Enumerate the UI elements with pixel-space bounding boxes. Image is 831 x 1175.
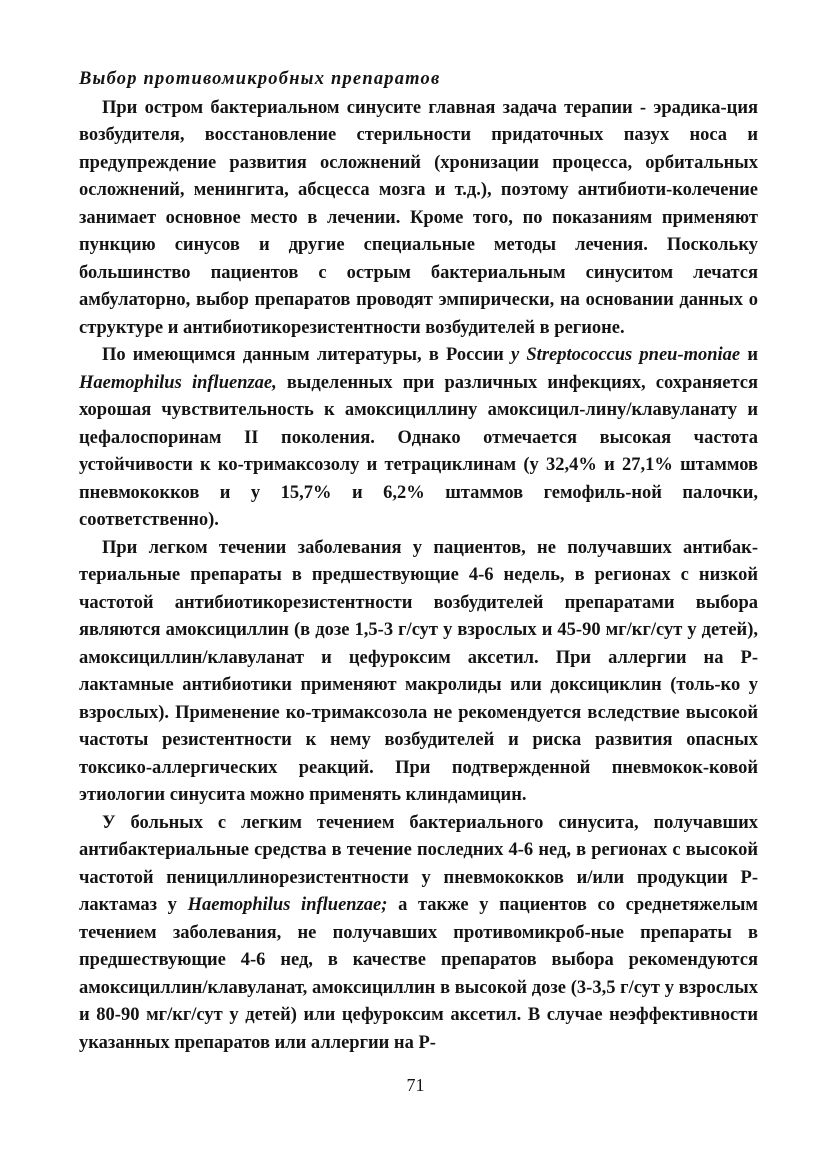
paragraph [79,535,758,810]
text-run-italic: у Streptococcus pneu-moniae [511,345,741,365]
text-run: При остром бактериальном синусите главная задача терапии - эрадика-ция возбудителя, восстановление стерильности придаточных пазух носа и предупреждение развития осложнений (хронизации процесса, орбитальных осложнений, менингита, абсцесса мозга и т.д.), поэтому антибиоти-колечение занимает основное место в лечении. Кроме того, по показаниям применяют пункцию синусов и другие специальные методы лечения. Поскольку большинство пациентов с острым бактериальным синуситом лечатся амбулаторно, выбор препаратов проводят эмпирически, на основании данных о структуре и антибиотикорезистентности возбудителей в регионе. [79,97,758,338]
section-heading: Выбор противомикробных препаратов [79,69,441,89]
text-run: При легком течении заболевания у пациентов, не получавших антибак-териальные препараты в предшествующие 4-6 недель, в регионах с низкой частотой антибиотикорезистентности возбудителей препаратами выбора являются амоксициллин (в дозе 1,5-3 г/сут у взрослых и 45-90 мг/кг/сут у детей), амоксициллин/клавуланат и цефуроксим аксетил. При аллергии на Р-лактамные антибиотики применяют макролиды или доксициклин (толь-ко у взрослых). Применение ко-тримаксозола не рекомендуется вследствие высокой частоты резистентности к нему возбудителей и риска развития опасных токсико-аллергических реакций. При подтвержденной пневмокок-ковой этиологии синусита можно применять клиндамицин. [79,537,758,805]
text-run: а также у пациентов со среднетяжелым течением заболевания, не получавших противомикроб-ные препараты в предшествующие 4-6 нед, в качестве препаратов выбора рекомендуются амоксициллин/клавуланат, амоксициллин в высокой дозе (3-3,5 г/сут у взрослых и 80-90 мг/кг/сут у детей) или цефуроксим аксетил. В случае неэффективности указанных препаратов или аллергии на Р- [79,895,759,1053]
paragraph [79,810,758,1058]
text-run: и [740,345,758,365]
text-run-italic: Haemophilus influenzae, [79,372,277,393]
text-run-italic: Haemophilus influenzae; [187,895,388,915]
text-run: По имеющимся данным литературы, в России [102,345,512,365]
text-run: выделенных при различных инфекциях, сохраняется хорошая чувствительность к амоксициллину амоксицил-лину/клавуланату и цефалоспоринам II поколения. Однако отмечается высокая частота устойчивости к ко-тримаксозолу и тетрациклинам (у 32,4% и 27,1% штаммов пневмококков и у 15,7% и 6,2% штаммов гемофиль-ной палочки, соответственно). [79,372,758,530]
paragraph [79,342,758,535]
text-run: У больных с легким течением бактериального синусита, получавших антибактериальные средства в течение последних 4-6 нед, в регионах с высокой частотой пенициллинорезистентности у пневмококков и/или продукции Р-лактамаз у [79,812,758,915]
page-number: 71 [406,1075,425,1095]
paragraph [79,95,758,343]
